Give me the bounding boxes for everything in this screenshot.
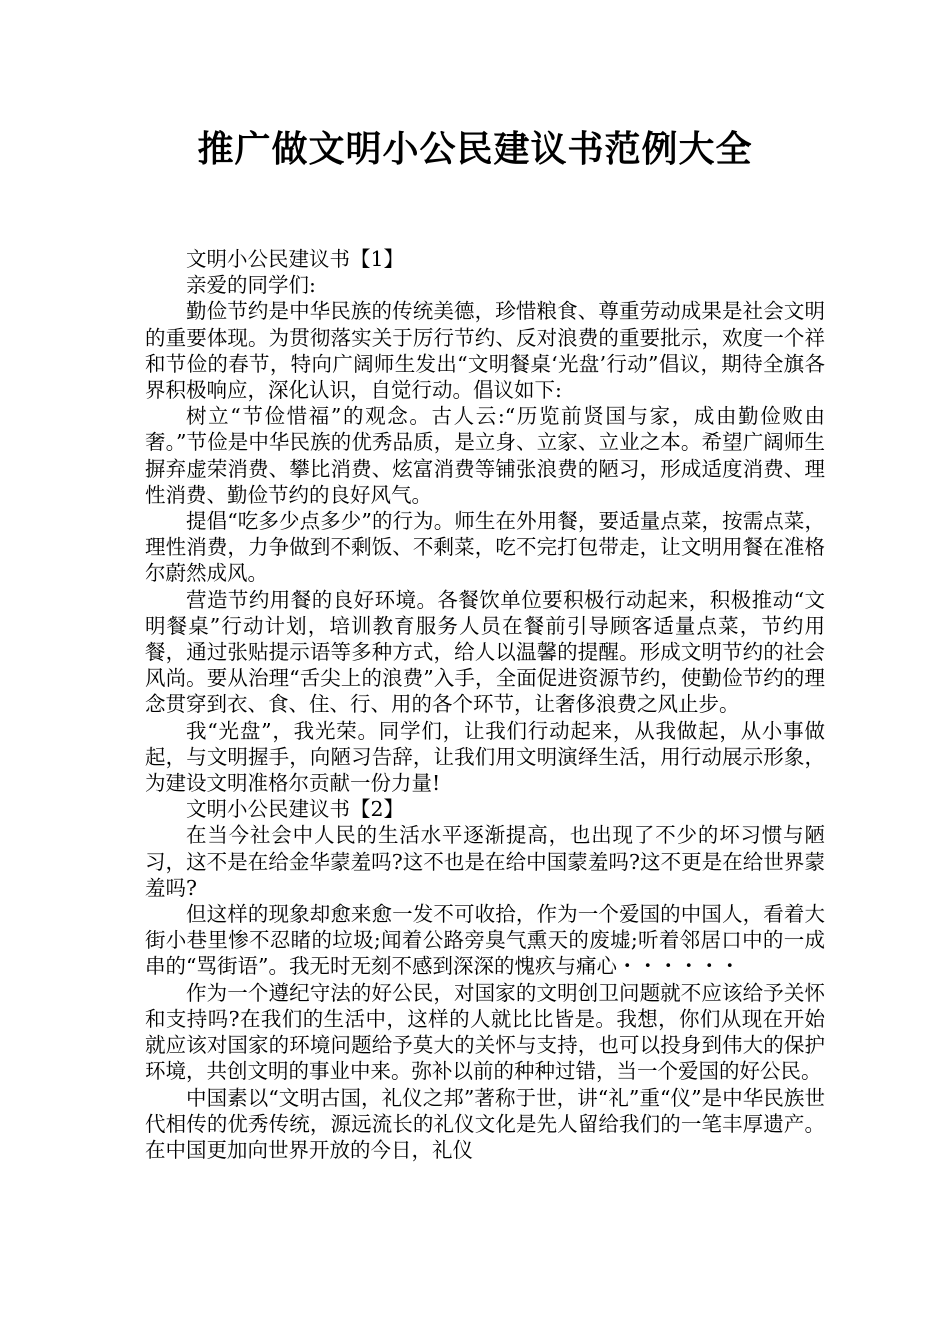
paragraph: 在当今社会中人民的生活水平逐渐提高，也出现了不少的坏习惯与陋习，这不是在给金华蒙羞吗?这不也是在给中国蒙羞吗?这不更是在给世界蒙羞吗? [145, 823, 825, 900]
paragraph: 营造节约用餐的良好环境。各餐饮单位要积极行动起来，积极推动“文明餐桌”行动计划，培训教育服务人员在餐前引导顾客适量点菜，节约用餐，通过张贴提示语等多种方式，给人以温馨的提醒。形成文明节约的社会风尚。要从治理“舌尖上的浪费”入手，全面促进资源节约，使勤俭节约的理念贯穿到衣、食、住、行、用的各个环节，让奢侈浪费之风止步。 [145, 587, 825, 717]
paragraph: 我“光盘”，我光荣。同学们，让我们行动起来，从我做起，从小事做起，与文明握手，向陋习告辞，让我们用文明演绎生活，用行动展示形象，为建设文明准格尔贡献一份力量! [145, 718, 825, 796]
section-heading-1: 文明小公民建议书【1】 [186, 247, 405, 271]
paragraph: 提倡“吃多少点多少”的行为。师生在外用餐，要适量点菜，按需点菜，理性消费，力争做到不剩饭、不剩菜，吃不完打包带走，让文明用餐在准格尔蔚然成风。 [145, 509, 825, 586]
document-body [145, 246, 825, 1163]
section-heading-2: 文明小公民建议书【2】 [186, 797, 405, 822]
salutation: 亲爱的同学们: [186, 273, 316, 298]
paragraph: 但这样的现象却愈来愈一发不可收拾，作为一个爱国的中国人，看着大街小巷里惨不忍睹的垃圾;闻着公路旁臭气熏天的废墟;听着邻居口中的一成串的“骂街语”。我无时无刻不感到深深的愧疚与痛心・・・・・・ [145, 902, 825, 979]
paragraph: 树立“节俭惜福”的观念。古人云:“历览前贤国与家，成由勤俭败由奢。”节俭是中华民族的优秀品质，是立身、立家、立业之本。希望广阔师生摒弃虚荣消费、攀比消费、炫富消费等铺张浪费的陋习，形成适度消费、理性消费、勤俭节约的良好风气。 [145, 404, 825, 507]
document-title: 推广做文明小公民建议书范例大全 [197, 129, 753, 170]
paragraph: 作为一个遵纪守法的好公民，对国家的文明创卫问题就不应该给予关怀和支持吗?在我们的生活中，这样的人就比比皆是。我想，你们从现在开始就应该对国家的环境问题给予莫大的关怀与支持，也可以投身到伟大的保护环境，共创文明的事业中来。弥补以前的种种过错，当一个爱国的好公民。 [145, 980, 825, 1084]
paragraph: 中国素以“文明古国，礼仪之邦”著称于世，讲“礼”重“仪”是中华民族世代相传的优秀传统，源远流长的礼仪文化是先人留给我们的一笔丰厚遗产。在中国更加向世界开放的今日，礼仪 [145, 1085, 825, 1162]
paragraph: 勤俭节约是中华民族的传统美德，珍惜粮食、尊重劳动成果是社会文明的重要体现。为贯彻落实关于厉行节约、反对浪费的重要批示，欢度一个祥和节俭的春节，特向广阔师生发出“文明餐桌‘光盘’行动”倡议，期待全旗各界积极响应，深化认识，自觉行动。倡议如下: [145, 299, 825, 403]
